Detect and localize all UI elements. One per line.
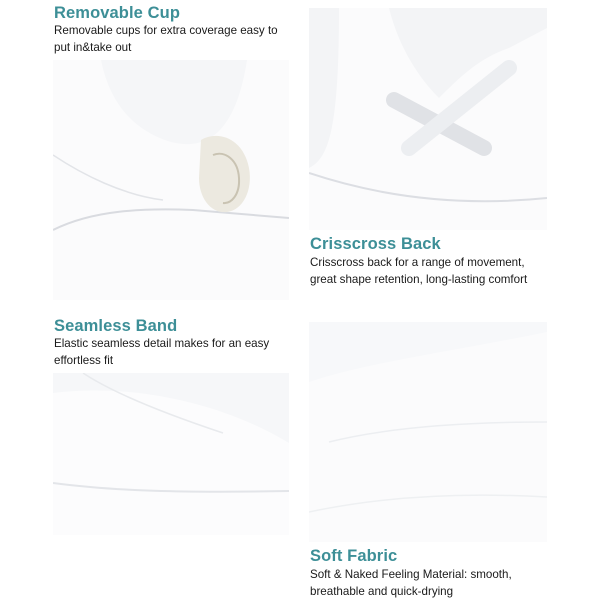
feature-title-seamless-band: Seamless Band <box>54 317 178 335</box>
seamless-band-photo <box>53 373 289 535</box>
feature-description-removable-cup: Removable cups for extra coverage easy to put in&take out <box>54 24 278 54</box>
removable-cup-photo <box>53 60 289 300</box>
feature-description-seamless-band: Elastic seamless detail makes for an easy effortless fit <box>54 337 270 367</box>
crisscross-back-photo <box>309 8 547 230</box>
feature-description-crisscross-back: Crisscross back for a range of movement, great shape retention, long-lasting comfort <box>310 256 528 286</box>
soft-fabric-photo <box>309 322 547 542</box>
feature-description-soft-fabric: Soft & Naked Feeling Material: smooth, breathable and quick-drying <box>310 568 512 598</box>
feature-title-crisscross-back: Crisscross Back <box>310 235 441 253</box>
feature-title-soft-fabric: Soft Fabric <box>310 547 398 565</box>
feature-title-removable-cup: Removable Cup <box>54 4 180 22</box>
